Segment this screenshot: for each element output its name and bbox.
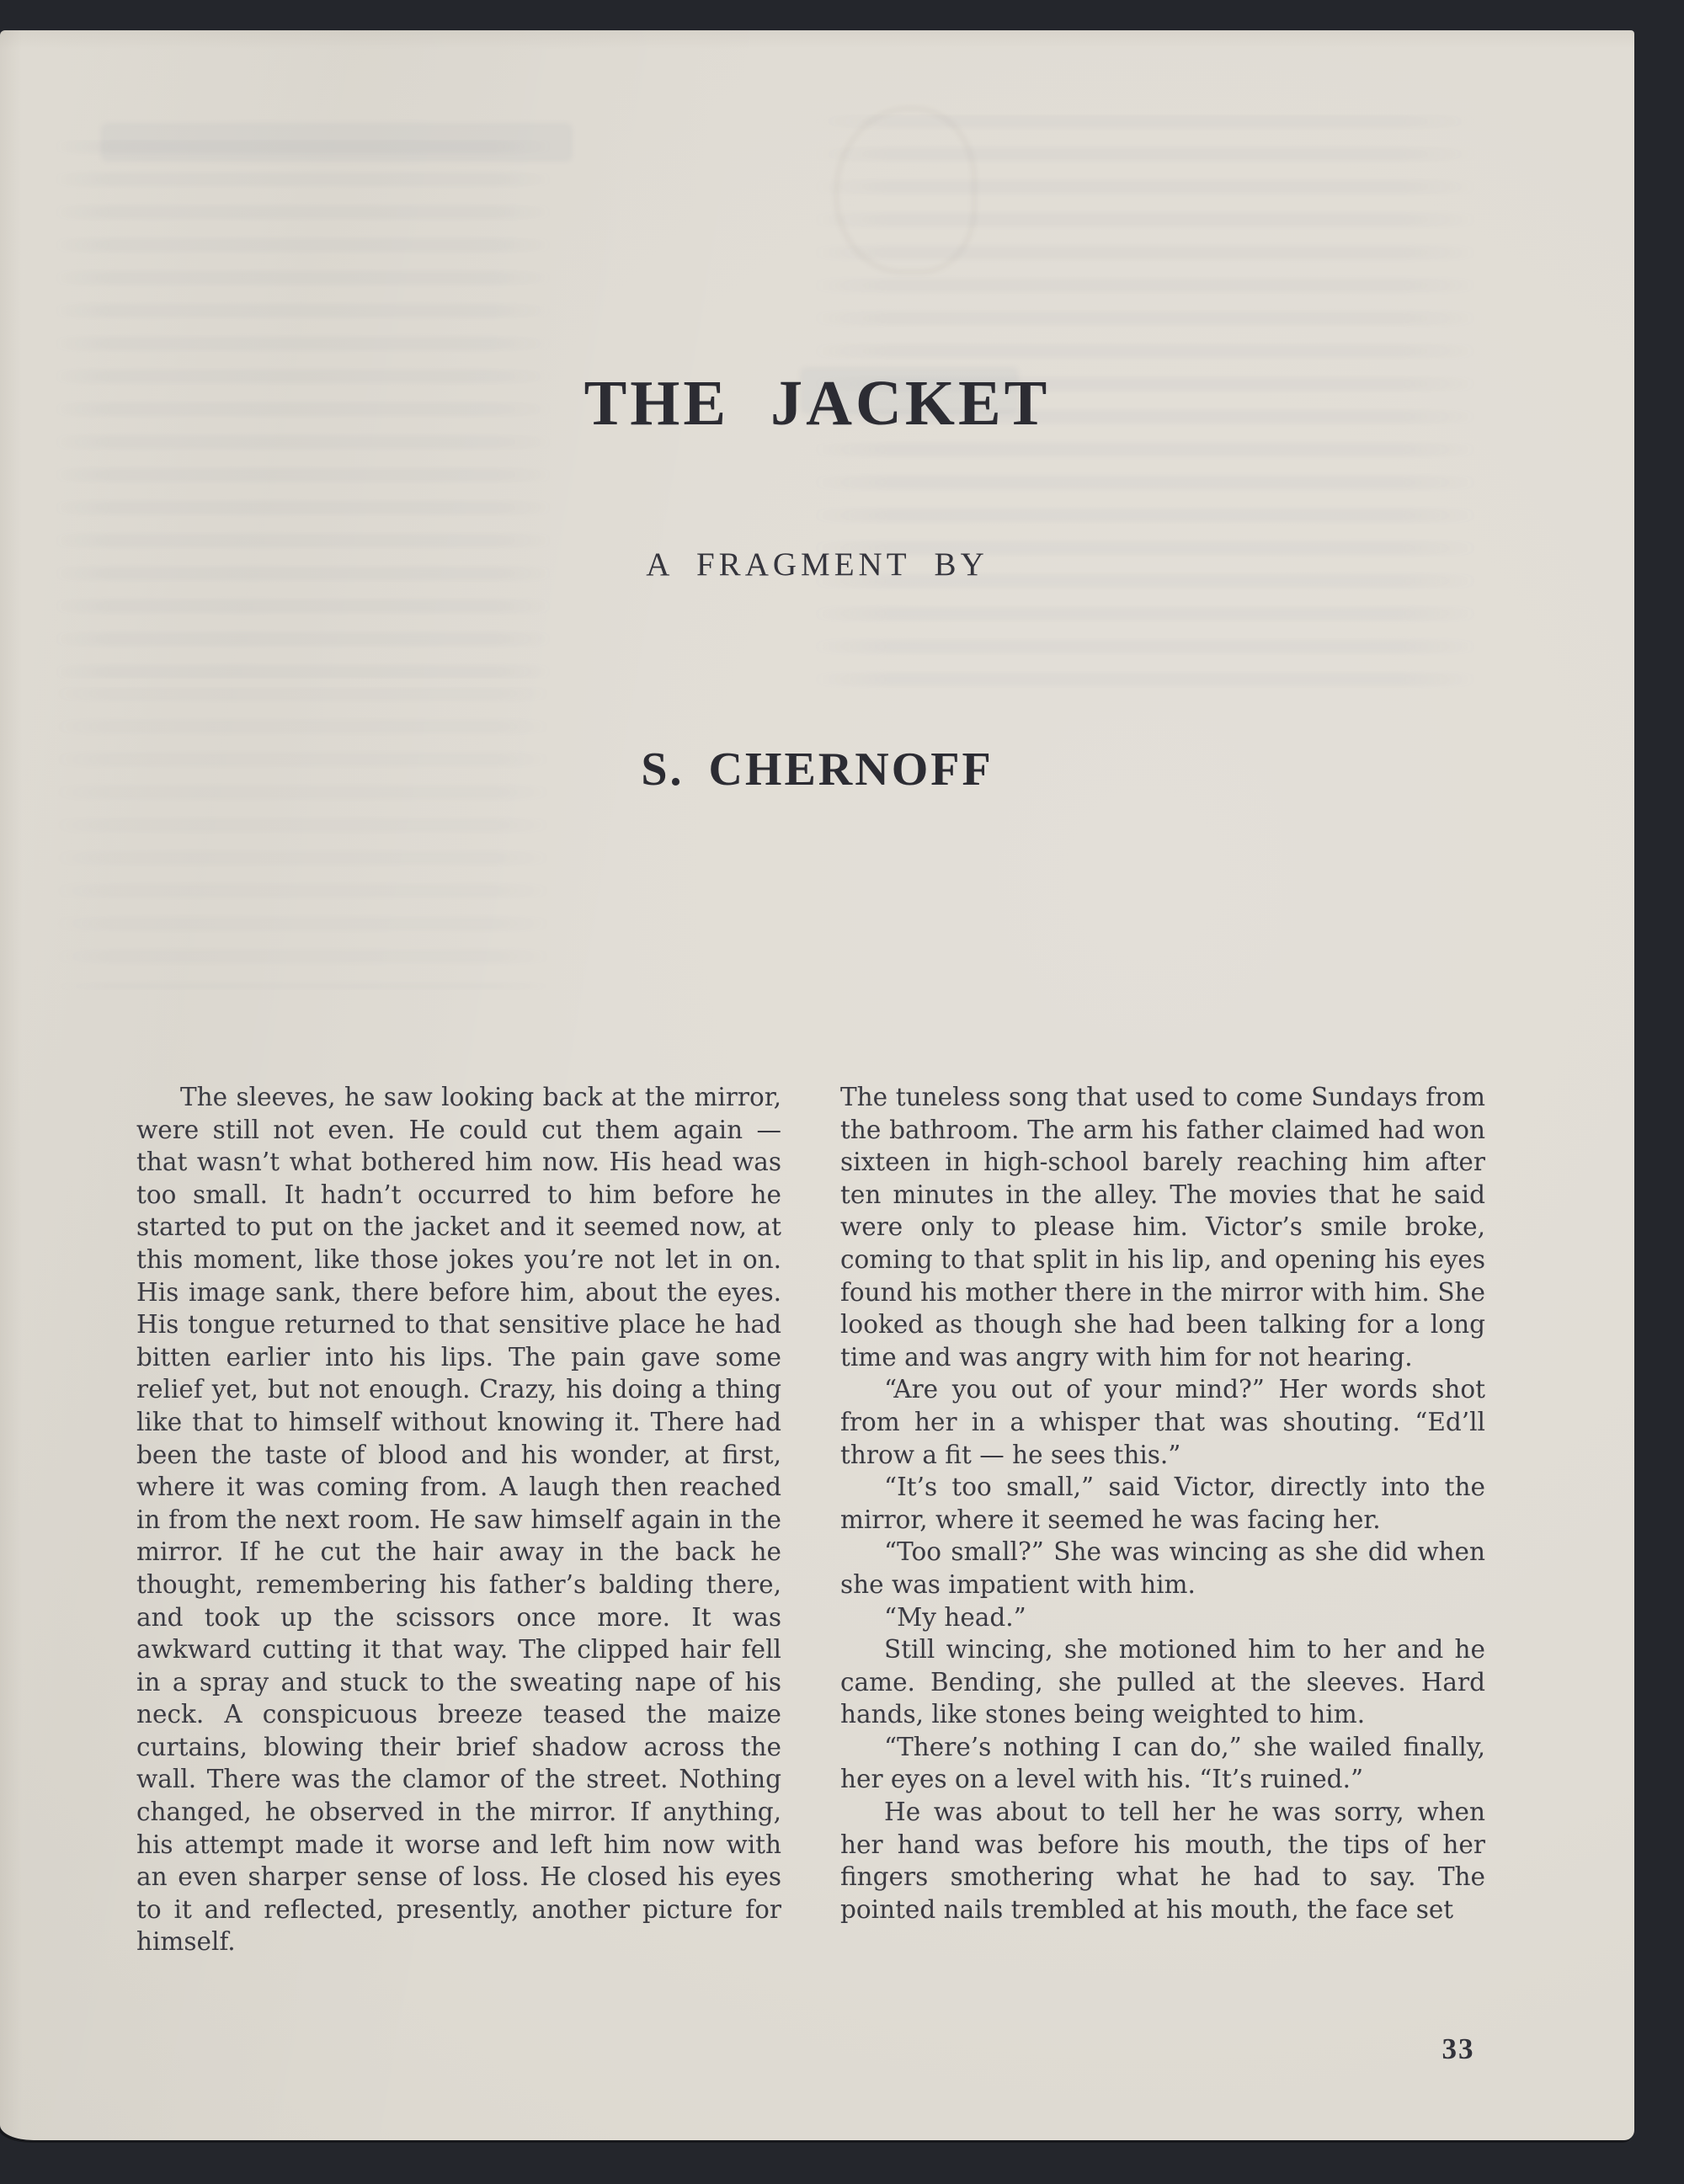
paragraph: The tuneless song that used to come Sundays from the bathroom. The arm his father claimed had won sixteen in high-school barely reaching him after ten minutes in the alley. The movies that he said were only to please him. Victor’s smile broke, coming to that split in his lip, and opening his eyes found his mother there in the mirror with him. She looked as though she had been talking for a long time and was angry with him for not hearing.: [840, 1083, 1485, 1372]
paragraph: “It’s too small,” said Victor, directly into the mirror, where it seemed he was facing her.: [840, 1473, 1485, 1534]
page-title: THE JACKET: [584, 368, 1051, 439]
bleed-through-text-block: [51, 687, 556, 990]
pencil-mark: [834, 106, 977, 274]
left-column: [136, 1081, 781, 1958]
page-number: 33: [1442, 2032, 1475, 2065]
paragraph: “Too small?” She was wincing as she did when she was impatient with him.: [840, 1537, 1485, 1599]
paragraph: “There’s nothing I can do,” she wailed finally, her eyes on a level with his. “It’s ruined.”: [840, 1732, 1485, 1794]
body-text: [136, 1081, 1485, 1958]
paragraph: He was about to tell her he was sorry, when her hand was before his mouth, the tips of her fingers smothering what he had to say. The pointed nails trembled at his mouth, the face set: [840, 1798, 1485, 1924]
paper-page: [0, 30, 1634, 2140]
paragraph: “My head.”: [884, 1602, 1026, 1632]
bleed-through-headline: [101, 123, 573, 162]
page-subtitle: A FRAGMENT BY: [646, 546, 989, 583]
paragraph: Still wincing, she motioned him to her and he came. Bending, she pulled at the sleeves. Hard hands, like stones being weighted to him.: [840, 1635, 1485, 1729]
right-column: [840, 1081, 1485, 1958]
paragraph: The sleeves, he saw looking back at the mirror, were still not even. He could cut them again — that wasn’t what bothered him now. His head was too small. It hadn’t occurred to him before he started to put on the jacket and it seemed now, at this moment, like those jokes you’re not let in on. His image sank, there before him, about the eyes. His tongue returned to that sensitive place he had bitten earlier into his lips. The pain gave some relief yet, but not enough. Crazy, his doing a thing like that to himself without knowing it. There had been the taste of blood and his wonder, at first, where it was coming from. A laugh then reached in from the next room. He saw himself again in the mirror. If he cut the hair away in the back he thought, remembering his father’s balding there, and took up the scissors once more. It was awkward cutting it that way. The clipped hair fell in a spray and stuck to the sweating nape of his neck. A conspicuous breeze teased the maize curtains, blowing their brief shadow across the wall. There was the clamor of the street. Nothing changed, he observed in the mirror. If anything, his attempt made it worse and left him now with an even sharper sense of loss. He closed his eyes to it and reflected, presently, another picture for himself.: [136, 1083, 781, 1957]
paragraph: “Are you out of your mind?” Her words shot from her in a whisper that was shouting. “Ed’ll throw a fit — he sees this.”: [840, 1375, 1485, 1469]
author-name: S. CHERNOFF: [641, 743, 994, 796]
